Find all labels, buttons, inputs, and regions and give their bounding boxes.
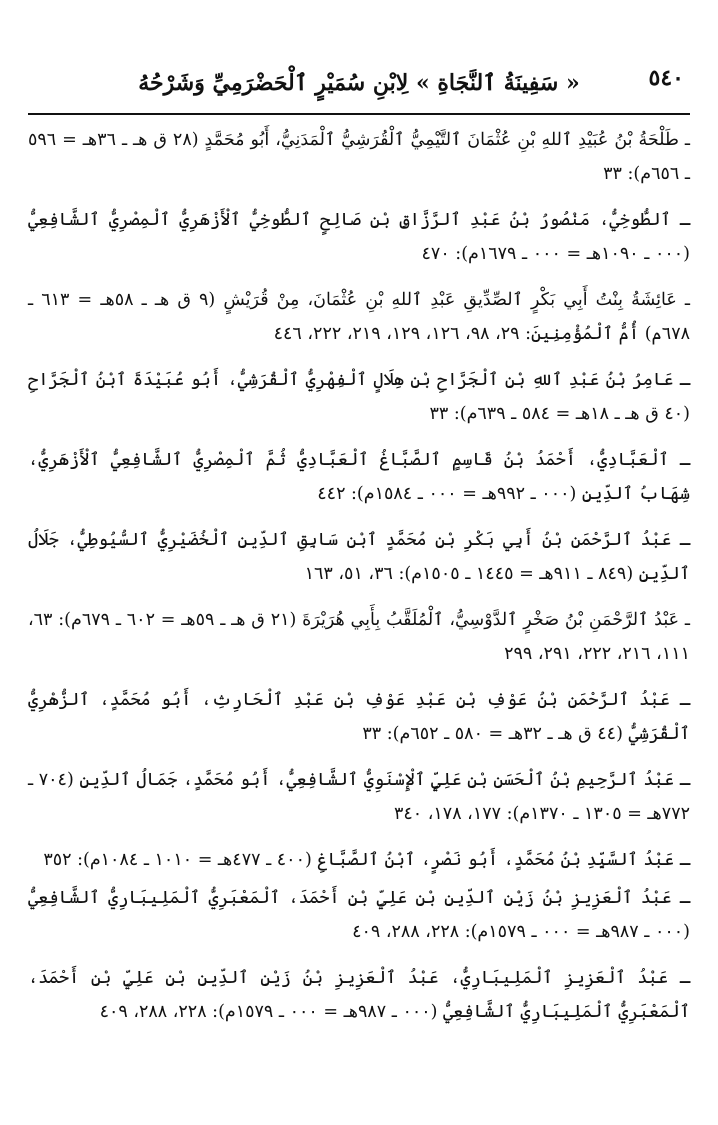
index-entry: ـ عَبْدُ ٱلرَّحْمَنِ بْنُ أَبِي بَكْرِ بْنِ مُحَمَّدٍ ٱبْنِ سَابِقِ ٱلدِّينِ ٱلْخُضَيْرِيُّ ٱلسُّيُوطِيُّ، جَلَالُ ٱلدِّينِ (٨٤٩ ـ ٩١١هـ = ١٤٤٥ ـ ١٥٠٥م): ٣٦، ٥١، ١٦٣ xyxy=(28,530,690,584)
index-entry: ـ عَبْدُ ٱلْعَزِيزِ بْنُ زَيْنِ ٱلدِّينِ بْنِ عَلِيِّ بْنِ أَحْمَدَ، ٱلْمَعْبَرِيُّ ٱلْمَلِيبَارِيُّ ٱلشَّافِعِيُّ (٠٠٠ ـ ٩٨٧هـ = ٠٠٠ ـ ١٥٧٩م): ٢٢٨، ٢٨٨، ٤٠٩ xyxy=(28,888,690,942)
index-entries xyxy=(28,123,690,1029)
index-entry: ـ ٱلْعَبَّادِيُّ، أَحْمَدُ بْنُ قَاسِمٍ ٱلصَّبَّاغُ ٱلْعَبَّادِيُّ ثُمَّ ٱلْمِصْرِيُّ ٱلشَّافِعِيُّ ٱلْأَزْهَرِيُّ، شِهَابُ ٱلدِّينِ (٠٠٠ ـ ٩٩٢هـ = ٠٠٠ ـ ١٥٨٤م): ٤٤٢ xyxy=(28,450,690,504)
index-entry: ـ عَبْدُ ٱلرَّحْمَنِ بْنُ عَوْفِ بْنِ عَبْدِ عَوْفِ بْنِ عَبْدِ ٱلْحَارِثِ، أَبُو مُحَمَّدٍ، ٱلزُّهْرِيُّ ٱلْقُرَشِيُّ (٤٤ ق هـ ـ ٣٢هـ = ٥٨٠ ـ ٦٥٢م): ٣٣ xyxy=(28,690,690,744)
index-entry: ـ عَبْدُ ٱلْعَزِيزِ ٱلْمَلِيبَارِيُّ، عَبْدُ ٱلْعَزِيزِ بْنُ زَيْنِ ٱلدِّينِ بْنِ عَلِيِّ بْنِ أَحْمَدَ، ٱلْمَعْبَرِيُّ ٱلْمَلِيبَارِيُّ ٱلشَّافِعِيُّ (٠٠٠ ـ ٩٨٧هـ = ٠٠٠ ـ ١٥٧٩م): ٢٢٨، ٢٨٨، ٤٠٩ xyxy=(28,968,690,1022)
index-entry: ـ عَبْدُ ٱلسَّيِّدِ بْنُ مُحَمَّدٍ، أَبُو نَصْرٍ، ٱبْنُ ٱلصَّبَّاغِ (٤٠٠ ـ ٤٧٧هـ = ١٠١٠ ـ ١٠٨٤م): ٣٥٢ xyxy=(43,850,690,870)
header-rule xyxy=(28,113,690,115)
page-header xyxy=(28,55,690,111)
index-entry: ـ عَبْدُ ٱلرَّحْمَنِ بْنُ صَخْرٍ ٱلدَّوْسِيُّ، ٱلْمُلَقَّبُ بِأَبِي هُرَيْرَةَ (٢١ ق هـ ـ ٥٩هـ = ٦٠٢ ـ ٦٧٩م): ٦٣، ١١١، ٢١٦، ٢٢٢، ٢٩١، ٢٩٩ xyxy=(28,610,690,664)
index-entry: ـ عَامِرُ بْنُ عَبْدِ ٱللهِ بْنِ ٱلْجَرَّاحِ بْنِ هِلَالٍ ٱلْفِهْرِيُّ ٱلْقُرَشِيُّ، أَبُو عُبَيْدَةَ ٱبْنُ ٱلْجَرَّاحِ (٤٠ ق هـ ـ ١٨هـ = ٥٨٤ ـ ٦٣٩م): ٣٣ xyxy=(28,370,690,424)
index-entry: ـ عَبْدُ ٱلرَّحِيمِ بْنُ ٱلْحَسَنِ بْنِ عَلِيٍّ ٱلْإِسْنَوِيُّ ٱلشَّافِعِيُّ، أَبُو مُحَمَّدٍ، جَمَالُ ٱلدِّينِ (٧٠٤ ـ ٧٧٢هـ = ١٣٠٥ ـ ١٣٧٠م): ١٧٧، ١٧٨، ٣٤٠ xyxy=(28,770,690,824)
index-entry: ـ ٱلطُّوخِيُّ، مَنْصُورُ بْنُ عَبْدِ ٱلرَّزَّاقِ بْنِ صَالِحٍ ٱلطُّوخِيُّ ٱلْأَزْهَرِيُّ ٱلْمِصْرِيُّ ٱلشَّافِعِيُّ (٠٠٠ ـ ١٠٩٠هـ = ٠٠٠ ـ ١٦٧٩م): ٤٧٠ xyxy=(28,210,690,264)
page-number: ٥٤٠ xyxy=(648,65,684,91)
book-page xyxy=(28,55,690,1115)
index-entry: ـ طَلْحَةُ بْنُ عُبَيْدِ ٱللهِ بْنِ عُثْمَانَ ٱلتَّيْمِيُّ ٱلْقُرَشِيُّ ٱلْمَدَنِيُّ، أَبُو مُحَمَّدٍ (٢٨ ق هـ ـ ٣٦هـ = ٥٩٦ ـ ٦٥٦م): ٣٣ xyxy=(28,130,690,184)
index-entry: ـ عَائِشَةُ بِنْتُ أَبِي بَكْرٍ ٱلصِّدِّيقِ عَبْدِ ٱللهِ بْنِ عُثْمَانَ، مِنْ قُرَيْشٍ (٩ ق هـ ـ ٥٨هـ = ٦١٣ ـ ٦٧٨م) أُمُّ ٱلْمُؤْمِنِينَ: ٢٩، ٩٨، ١٢٦، ١٢٩، ٢١٩، ٢٢٢، ٤٤٦ xyxy=(28,290,690,344)
running-title: « سَفِينَةُ ٱلنَّجَاةِ » لِابْنِ سُمَيْرٍ ٱلْحَضْرَمِيِّ وَشَرْحُهُ xyxy=(138,70,580,96)
